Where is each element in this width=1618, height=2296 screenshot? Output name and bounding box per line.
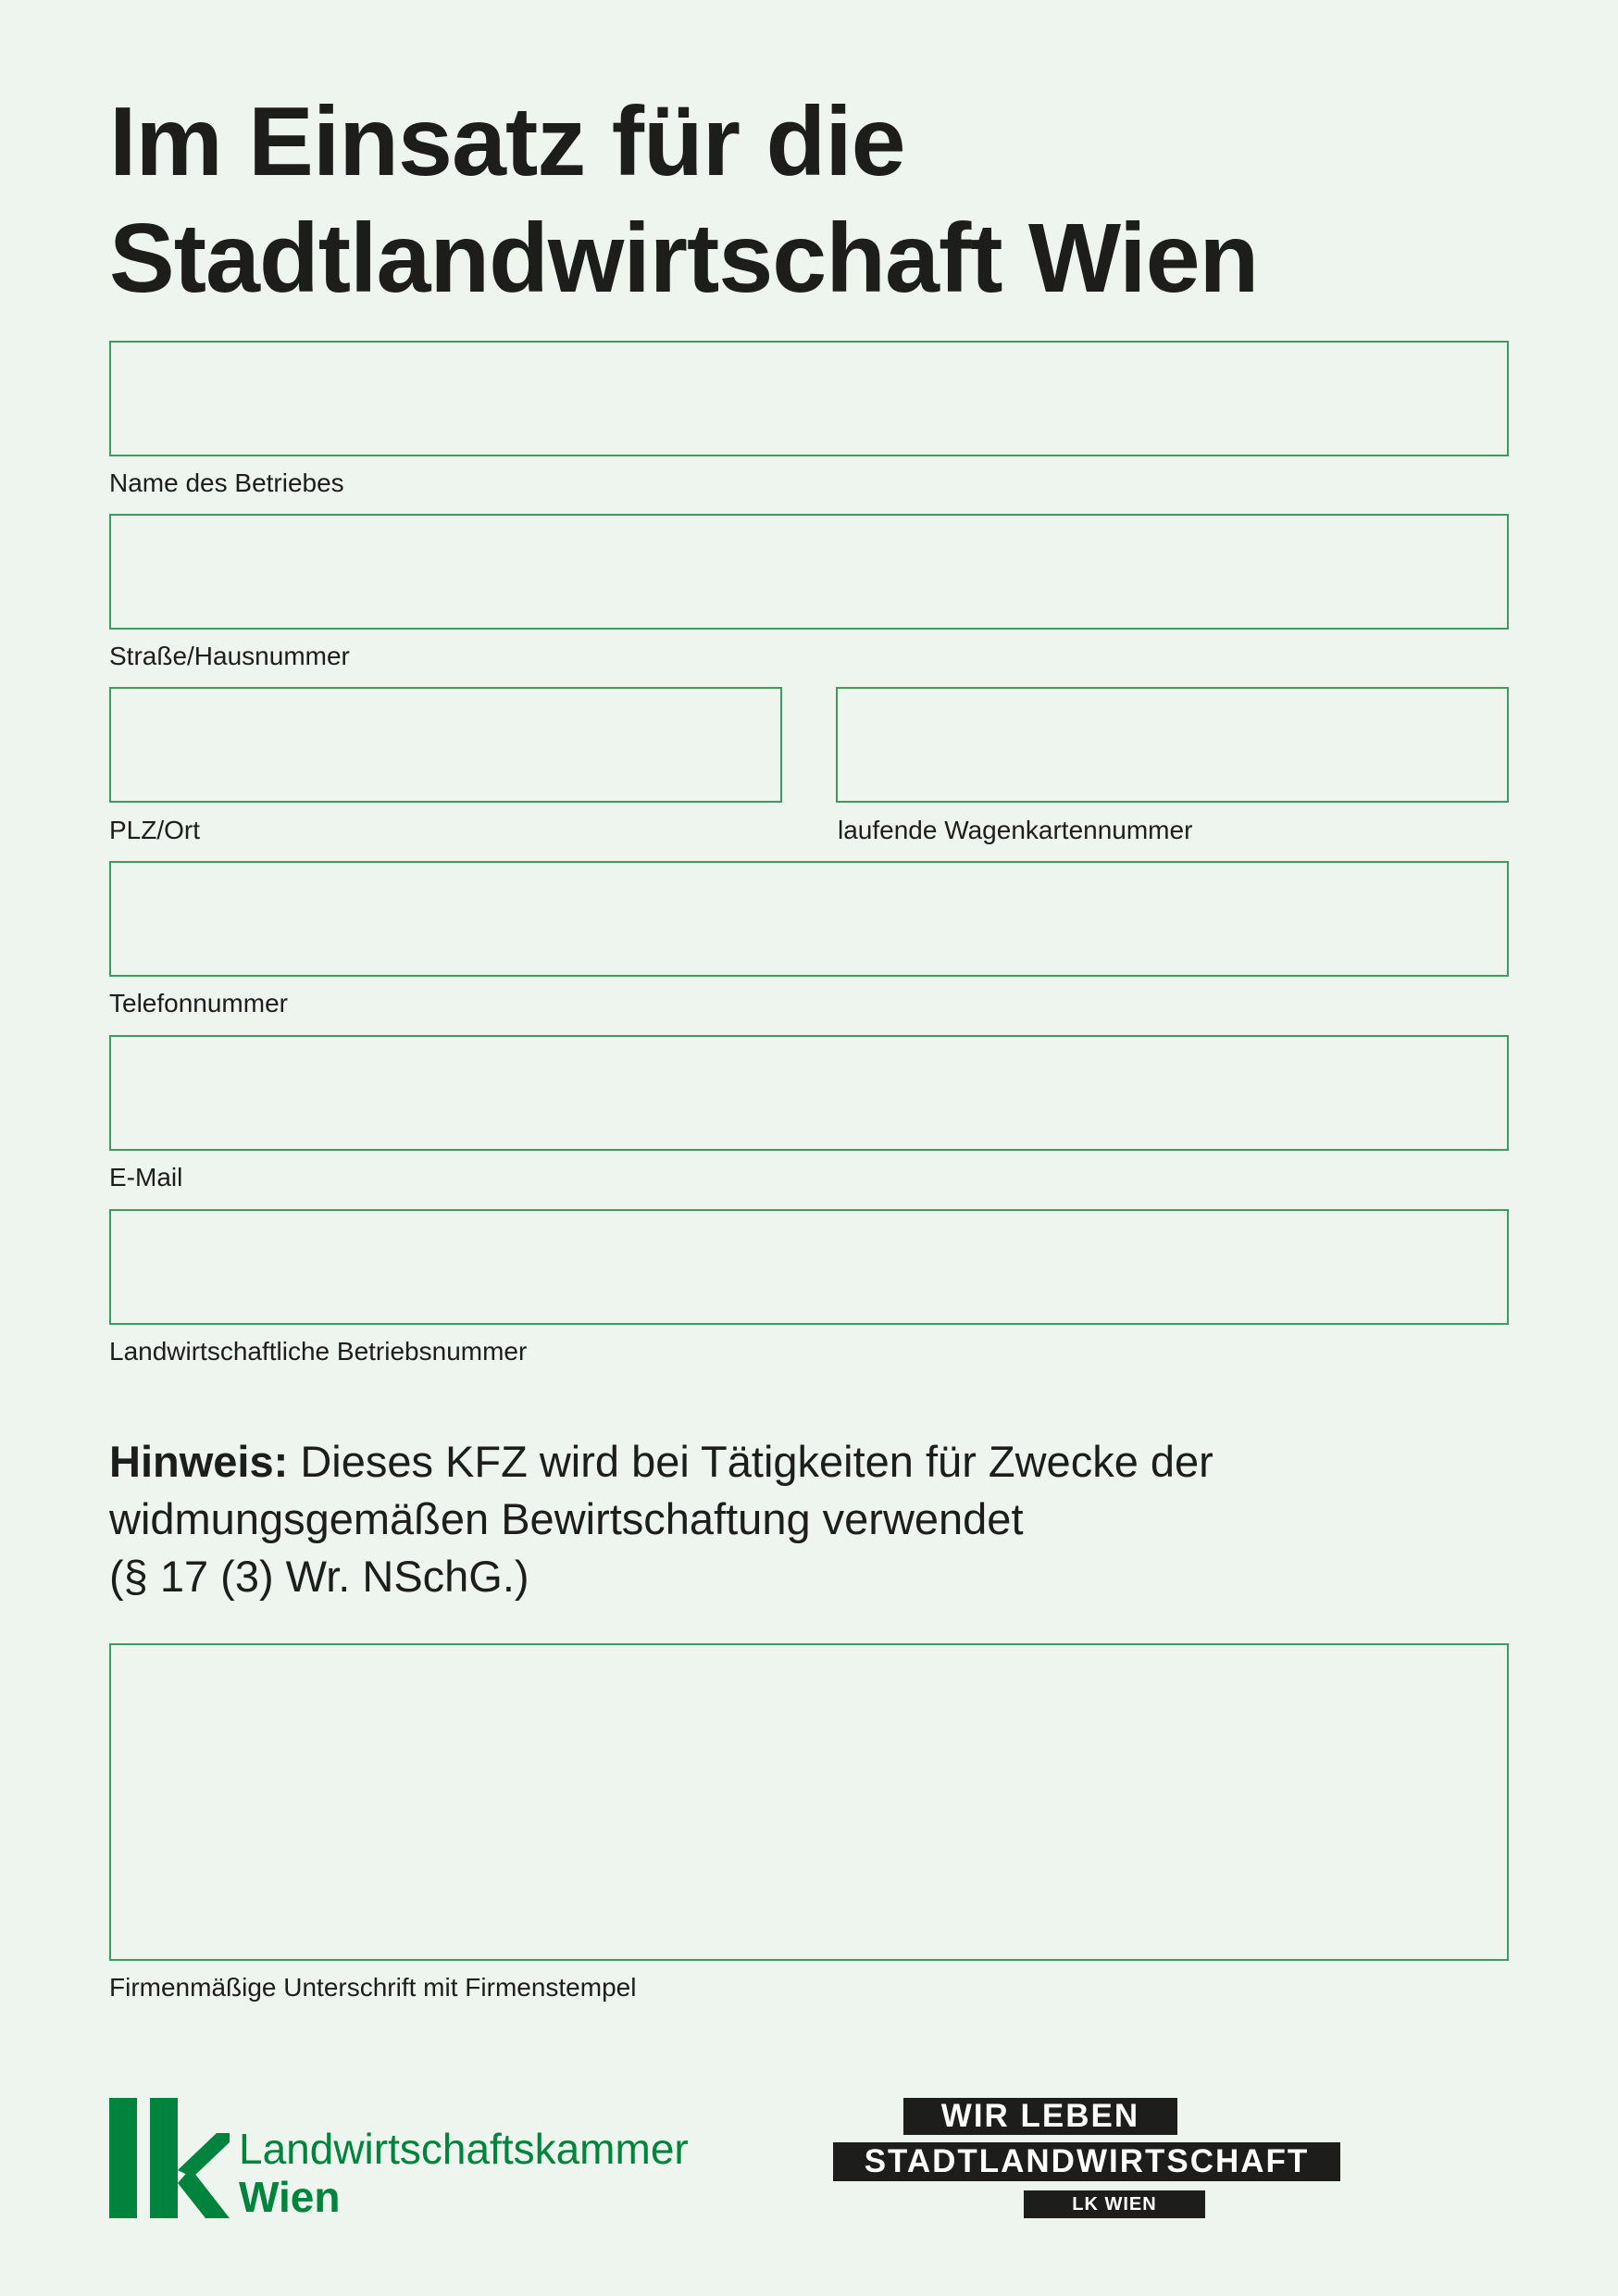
- slogan-bot: LK WIEN: [1024, 2190, 1205, 2218]
- betrieb-name-label: Name des Betriebes: [109, 468, 344, 497]
- stadtlandwirtschaft-logo: [833, 2098, 1351, 2227]
- telefon-label: Telefonnummer: [109, 989, 288, 1017]
- hinweis-note: [109, 1433, 1498, 1605]
- plz-ort-label: PLZ/Ort: [109, 816, 201, 844]
- plz-ort-field[interactable]: [109, 687, 782, 803]
- wagenkarte-label: laufende Wagenkartennummer: [838, 816, 1193, 844]
- note-bold: Hinweis:: [109, 1437, 289, 1486]
- title-line-2: Stadtlandwirtschaft Wien: [109, 204, 1259, 313]
- lk-letter-l: [109, 2098, 137, 2218]
- note-line-2: widmungsgemäßen Bewirtschaftung verwendet: [109, 1494, 1024, 1543]
- lk-mark-icon: [109, 2098, 230, 2218]
- unterschrift-field[interactable]: [109, 1643, 1509, 1961]
- note-line-3: (§ 17 (3) Wr. NSchG.): [109, 1552, 529, 1601]
- wagenkarte-field[interactable]: [836, 687, 1509, 803]
- betrieb-name-field[interactable]: [109, 341, 1509, 456]
- slogan-mid: STADTLANDWIRTSCHAFT: [833, 2142, 1340, 2181]
- title-line-1: Im Einsatz für die: [109, 87, 905, 196]
- betriebsnummer-label: Landwirtschaftliche Betriebsnummer: [109, 1337, 528, 1366]
- lk-letter-k-icon: [150, 2098, 230, 2218]
- lk-city: Wien: [239, 2173, 341, 2221]
- telefon-field[interactable]: [109, 861, 1509, 977]
- lk-name: Landwirtschaftskammer: [239, 2125, 689, 2173]
- strasse-label: Straße/Hausnummer: [109, 642, 350, 670]
- strasse-field[interactable]: [109, 514, 1509, 630]
- note-text-1: Dieses KFZ wird bei Tätigkeiten für Zwecke der: [288, 1437, 1214, 1486]
- email-label: E-Mail: [109, 1163, 183, 1192]
- page-title: [109, 83, 1498, 317]
- lk-wien-logo: [109, 2098, 720, 2223]
- note-line-1: [109, 1433, 1498, 1491]
- email-field[interactable]: [109, 1035, 1509, 1151]
- slogan-top: WIR LEBEN: [903, 2098, 1177, 2135]
- betriebsnummer-field[interactable]: [109, 1209, 1509, 1325]
- unterschrift-label: Firmenmäßige Unterschrift mit Firmenstempel: [109, 1973, 637, 2002]
